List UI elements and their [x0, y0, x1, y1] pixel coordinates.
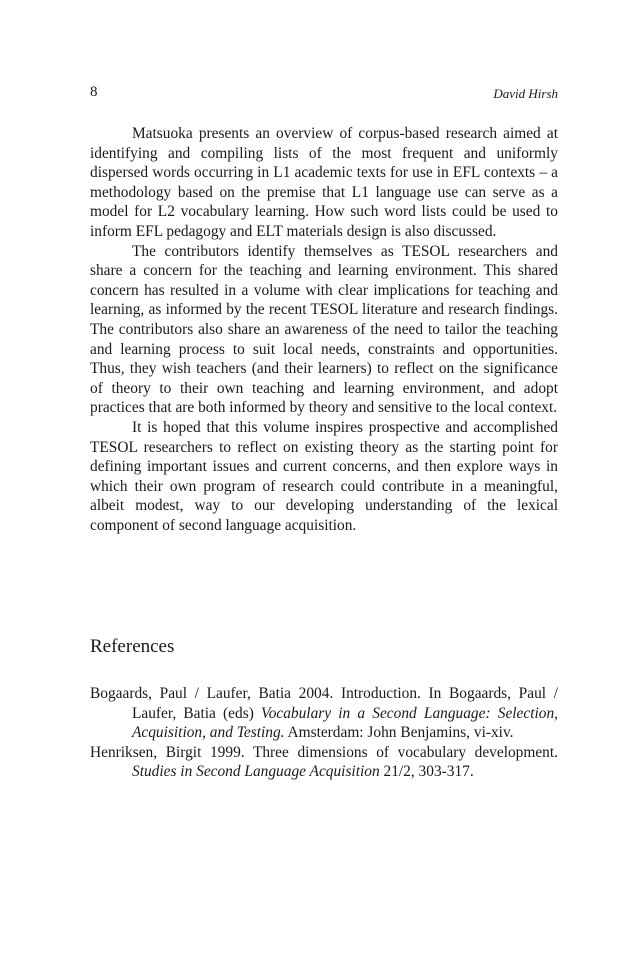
reference-authors-year: Henriksen, Birgit 1999. Three dimensions of vocabulary development.	[90, 743, 558, 761]
reference-publisher: Amsterdam: John Benjamins, vi-xiv.	[284, 724, 514, 742]
reference-entry	[90, 743, 558, 782]
body-text	[90, 124, 558, 535]
reference-list	[90, 684, 558, 782]
reference-authors-year: Bogaards, Paul / Laufer, Batia 2004. Introduction. In Bogaards, Paul / Laufer, Batia (eds)	[90, 685, 558, 722]
reference-entry	[90, 684, 558, 743]
reference-journal: Studies in Second Language Acquisition	[132, 763, 380, 781]
paragraph-conclusion: It is hoped that this volume inspires prospective and accomplished TESOL researchers to reflect on existing theory as the starting point for defining important issues and current concerns, and then explore ways in which their own program of research could contribute in a meaningful, albeit modest, way to our developing understanding of the lexical component of second language acquisition.	[90, 418, 558, 534]
paragraph-matsuoka: Matsuoka presents an overview of corpus-based research aimed at identifying and compiling lists of the most frequent and uniformly dispersed words occurring in L1 academic texts for use in EFL contexts – a methodology based on the premise that L1 language use can serve as a model for L2 vocabulary learning. How such word lists could be used to inform EFL pedagogy and ELT materials design is also discussed.	[90, 125, 558, 240]
reference-volume-pages: 21/2, 303-317.	[379, 763, 474, 781]
page-number: 8	[90, 84, 98, 100]
references-heading: References	[90, 636, 175, 657]
running-head	[90, 84, 558, 106]
paragraph-contributors: The contributors identify themselves as TESOL researchers and share a concern for the teaching and learning environment. This shared concern has resulted in a volume with clear implications for teaching and learning, as informed by the recent TESOL literature and research findings. The contributors also share an awareness of the need to tailor the teaching and learning process to suit local needs, constraints and opportunities. Thus, they wish teachers (and their learners) to reflect on the significance of theory to their own teaching and learning environment, and adopt practices that are both informed by theory and sensitive to the local context.	[90, 242, 558, 417]
reference-title: Vocabulary in a Second Language: Selection, Acquisition, and Testing.	[132, 704, 559, 742]
running-head-author: David Hirsh	[493, 86, 558, 101]
